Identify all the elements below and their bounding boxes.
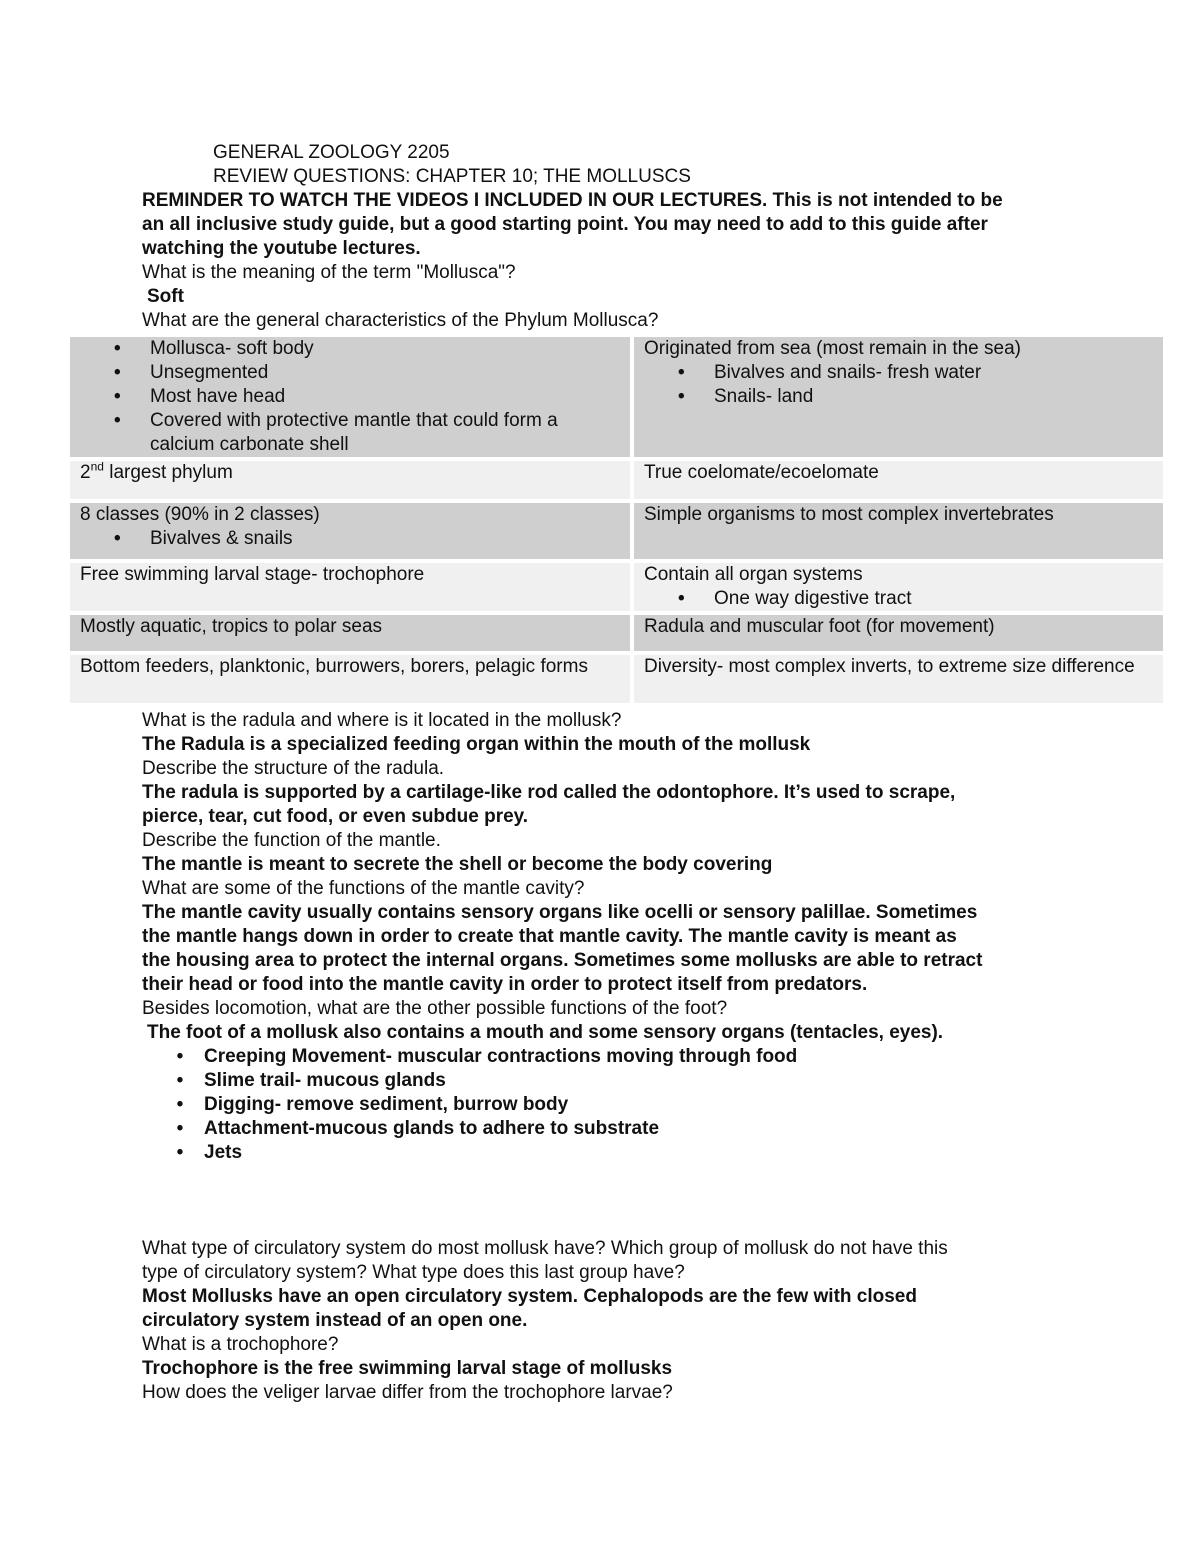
answer-text: Most Mollusks have an open circulatory system. Cephalopods are the few with closed	[142, 1286, 917, 1307]
answer-text: Soft	[147, 286, 184, 307]
table-row	[70, 655, 1163, 703]
answer-text: The mantle is meant to secrete the shell or become the body covering	[142, 854, 773, 875]
answer-text: the mantle hangs down in order to create that mantle cavity. The mantle cavity is meant as	[142, 926, 957, 947]
list-item: • Unsegmented	[150, 361, 620, 385]
question-text: What are some of the functions of the mantle cavity?	[142, 878, 585, 899]
bullet-list	[80, 337, 620, 457]
superscript: nd	[90, 459, 104, 474]
list-item: • Mollusca- soft body	[150, 337, 620, 361]
question-text: What is a trochophore?	[142, 1334, 339, 1355]
question-text: Describe the function of the mantle.	[142, 830, 441, 851]
table-cell	[70, 503, 634, 559]
list-item: • One way digestive tract	[714, 587, 1153, 611]
question-text: What type of circulatory system do most mollusk have? Which group of mollusk do not have this	[142, 1238, 948, 1259]
table-row	[70, 563, 1163, 611]
cell-text: 8 classes (90% in 2 classes)	[80, 504, 320, 525]
answer-text: The mantle cavity usually contains sensory organs like ocelli or sensory palillae. Sometimes	[142, 902, 978, 923]
table-cell	[634, 563, 1163, 611]
table-cell: Free swimming larval stage- trochophore	[70, 563, 634, 611]
list-item: • Snails- land	[714, 385, 1153, 409]
cell-text: Contain all organ systems	[644, 564, 863, 585]
answer-text: circulatory system instead of an open one.	[142, 1310, 528, 1331]
review-subtitle: REVIEW QUESTIONS: CHAPTER 10; THE MOLLUSCS	[213, 166, 691, 187]
list-item: • Bivalves & snails	[150, 527, 620, 551]
cell-text: 2	[80, 462, 91, 483]
question-text: What are the general characteristics of the Phylum Mollusca?	[142, 310, 659, 331]
list-item: • Bivalves and snails- fresh water	[714, 361, 1153, 385]
answer-text: The Radula is a specialized feeding organ within the mouth of the mollusk	[142, 734, 811, 755]
answer-text: pierce, tear, cut food, or even subdue prey.	[142, 806, 529, 827]
question-text: How does the veliger larvae differ from the trochophore larvae?	[142, 1382, 673, 1403]
question-text: Besides locomotion, what are the other possible functions of the foot?	[142, 998, 728, 1019]
question-text: type of circulatory system? What type does this last group have?	[142, 1262, 685, 1283]
table-cell: Diversity- most complex inverts, to extreme size difference	[634, 655, 1163, 703]
characteristics-table	[70, 333, 1163, 707]
table-row	[70, 503, 1163, 559]
table-row	[70, 615, 1163, 651]
answer-text: The foot of a mollusk also contains a mouth and some sensory organs (tentacles, eyes).	[147, 1022, 944, 1043]
list-item: • Most have head	[150, 385, 620, 409]
answer-text: Trochophore is the free swimming larval stage of mollusks	[142, 1358, 673, 1379]
course-title: GENERAL ZOOLOGY 2205	[213, 142, 450, 163]
reminder-line: an all inclusive study guide, but a good starting point. You may need to add to this guide after	[142, 214, 988, 235]
table-row	[70, 461, 1163, 499]
reminder-line: REMINDER TO WATCH THE VIDEOS I INCLUDED IN OUR LECTURES. This is not intended to be	[142, 190, 1003, 211]
table-cell: Bottom feeders, planktonic, burrowers, borers, pelagic forms	[70, 655, 634, 703]
cell-text: Originated from sea (most remain in the sea)	[644, 338, 1021, 359]
bullet-list	[644, 587, 1153, 611]
table-cell: Simple organisms to most complex invertebrates	[634, 503, 1163, 559]
table-cell: Mostly aquatic, tropics to polar seas	[70, 615, 634, 651]
answer-text: their head or food into the mantle cavity in order to protect itself from predators.	[142, 974, 868, 995]
bullet-list	[80, 527, 620, 551]
table-cell	[634, 337, 1163, 457]
table-cell	[70, 461, 634, 499]
list-item: • Covered with protective mantle that could form a calcium carbonate shell	[150, 409, 620, 457]
document-page: GENERAL ZOOLOGY 2205 REVIEW QUESTIONS: CHAPTER 10; THE MOLLUSCS REMINDER TO WATCH THE VIDEOS I INCLUDED IN OUR LECTURES. This is not intended to be an all inclusive study guide, but a good starting point. You may need to add to this guide after watching the youtube lectures. What is the meaning of the term "Mollusca"? Soft What are the general characteristics of the Phylum Mollusca? • Mollusca- soft body • Unsegmented • Most have head • Covered with protective mantle that could form a calcium carbonate shell Originated from sea (most remain in the sea) • Bivalves and snails- fresh water • Snails- land 2nd largest phylum True coelomate/ecoelomate 8 classes (90% in 2 classes) • Bivalves & snails Simple organisms to most complex invertebrates Free swimming larval stage- trochophore Contain all organ systems • One way digestive tract Mostly aquatic, tropics to polar seas Radula and muscular foot (for movement) Bottom feeders, planktonic, burrowers, borers, pelagic forms Diversity- most complex inverts, to extreme size difference What is the radula and where is it located in the mollusk? The Radula is a specialized feeding organ within the mouth of the mollusk Describe the structure of the radula. The radula is supported by a cartilage-like rod called the odontophore. It’s used to scrape, pierce, tear, cut food, or even subdue prey. Describe the function of the mantle. The mantle is meant to secrete the shell or become the body covering What are some of the functions of the mantle cavity? The mantle cavity usually contains sensory organs like ocelli or sensory palillae. Sometimes the mantle hangs down in order to create that mantle cavity. The mantle cavity is meant as the housing area to protect the internal organs. Sometimes some mollusks are able to retract their head or food into the mantle cavity in order to protect itself from predators. Besides locomotion, what are the other possible functions of the foot? The foot of a mollusk also contains a mouth and some sensory organs (tentacles, eyes). • Creeping Movement- muscular contractions moving through food • Slime trail- mucous glands • Digging- remove sediment, burrow body • Attachment-mucous glands to adhere to substrate • Jets What type of circulatory system do most mollusk have? Which group of mollusk do not have this type of circulatory system? What type does this last group have? Most Mollusks have an open circulatory system. Cephalopods are the few with closed circulatory system instead of an open one. What is a trochophore? Trochophore is the free swimming larval stage of mollusks How does the veliger larvae differ from the trochophore larvae?	[0, 0, 1200, 1553]
question-text: Describe the structure of the radula.	[142, 758, 445, 779]
table-cell	[70, 337, 634, 457]
bullet-list	[644, 361, 1153, 409]
table-cell: True coelomate/ecoelomate	[634, 461, 1163, 499]
reminder-line: watching the youtube lectures.	[142, 238, 421, 259]
question-text: What is the meaning of the term "Mollusca"?	[142, 262, 516, 283]
question-text: What is the radula and where is it located in the mollusk?	[142, 710, 622, 731]
table-cell: Radula and muscular foot (for movement)	[634, 615, 1163, 651]
cell-text: largest phylum	[103, 462, 233, 483]
answer-text: the housing area to protect the internal organs. Sometimes some mollusks are able to retract	[142, 950, 983, 971]
table-row	[70, 337, 1163, 457]
answer-text: The radula is supported by a cartilage-like rod called the odontophore. It’s used to scrape,	[142, 782, 956, 803]
